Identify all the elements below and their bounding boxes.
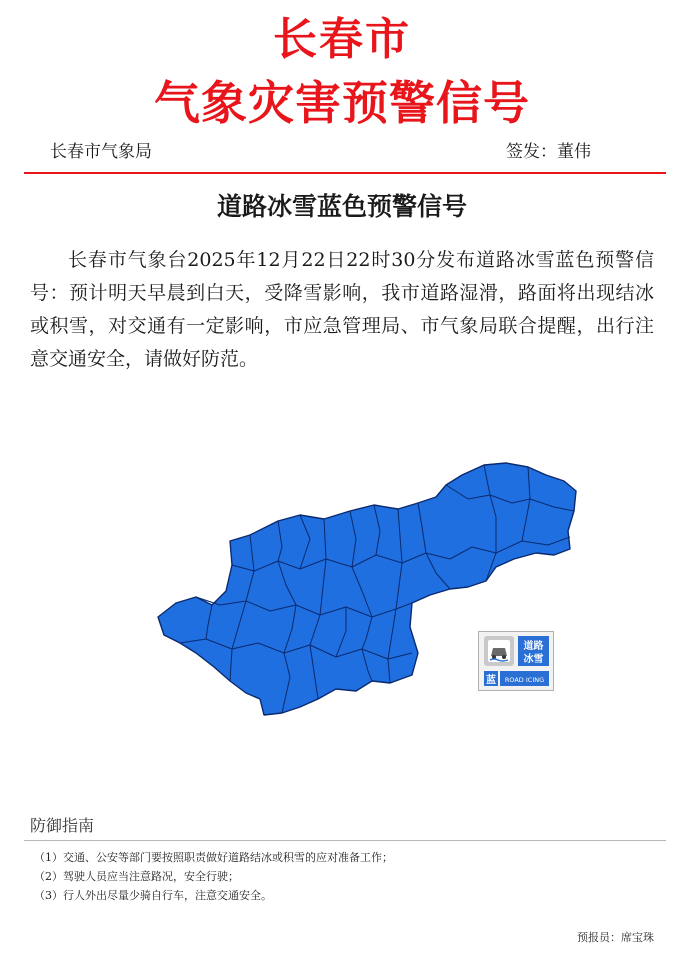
guide-divider [24,840,666,841]
badge-text-level: 蓝 [486,675,496,686]
signer: 签发：董伟 [506,142,591,162]
reporter: 预报员：席宝珠 [577,931,654,944]
guide-item: （2）驾驶人员应当注意路况，安全行驶； [34,870,239,883]
badge-text-cn-1: 道路 [523,641,544,652]
header-divider [24,172,666,174]
road-icing-warning-badge [478,631,554,691]
page-title-signal: 气象灾害预警信号 [154,76,530,130]
alert-title: 道路冰雪蓝色预警信号 [216,192,467,221]
badge-text-cn-2: 冰雪 [523,654,544,665]
road-icing-icon [484,636,514,666]
guide-list [34,848,393,905]
issuer: 长春市气象局 [50,142,152,162]
badge-text-en: ROAD ICING [504,676,545,684]
page-title-city: 长春市 [273,14,411,65]
alert-body: 长春市气象台2025年12月22日22时30分发布道路冰雪蓝色预警信号：预计明天早晨到白天，受降雪影响，我市道路湿滑，路面将出现结冰或积雪，对交通有一定影响，市应急管理局、市气象局联合提醒，出行注意交通安全，请做好防范。 [30,249,654,370]
guide-item: （3）行人外出尽量少骑自行车，注意交通安全。 [34,889,272,902]
guide-title: 防御指南 [30,816,95,835]
guide-item: （1）交通、公安等部门要按照职责做好道路结冰或积雪的应对准备工作； [34,851,393,864]
